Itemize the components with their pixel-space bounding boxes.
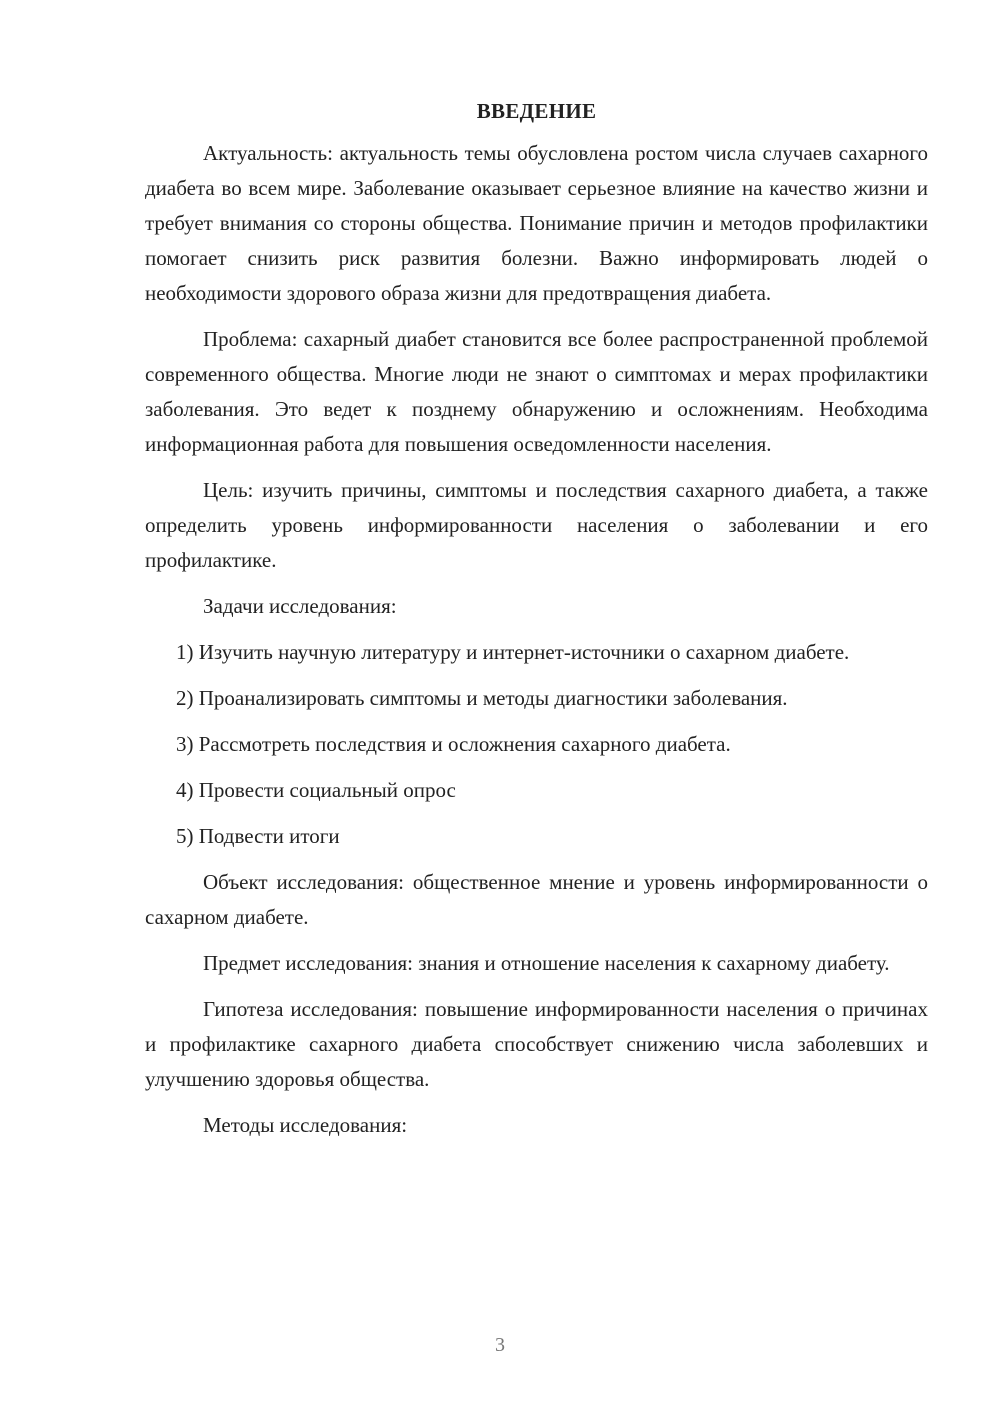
task-item-2: 2) Проанализировать симптомы и методы диагностики заболевания.	[176, 686, 788, 710]
subject-paragraph: Предмет исследования: знания и отношение населения к сахарному диабету.	[203, 951, 890, 975]
task-item-1: 1) Изучить научную литературу и интернет-источники о сахарном диабете.	[176, 640, 850, 664]
methods-heading: Методы исследования:	[203, 1113, 408, 1137]
problem-paragraph: Проблема: сахарный диабет становится все более распространенной проблемой современного общества. Многие люди не знают о симптомах и мерах профилактики заболевания. Это ведет к позднему обнаружению и осложнениям. Необходима информационная работа для повышения осведомленности населения.	[145, 327, 928, 456]
document-page	[145, 94, 928, 1154]
object-paragraph: Объект исследования: общественное мнение и уровень информированности о сахарном диабете.	[145, 870, 928, 929]
hypothesis-paragraph: Гипотеза исследования: повышение информированности населения о причинах и профилактике сахарного диабета способствует снижению числа заболевших и улучшению здоровья общества.	[145, 997, 928, 1091]
task-item-4: 4) Провести социальный опрос	[176, 778, 456, 802]
relevance-paragraph: Актуальность: актуальность темы обусловлена ростом числа случаев сахарного диабета во всем мире. Заболевание оказывает серьезное влияние на качество жизни и требует внимания со стороны общества. Понимание причин и методов профилактики помогает снизить риск развития болезни. Важно информировать людей о необходимости здорового образа жизни для предотвращения диабета.	[145, 141, 928, 305]
goal-paragraph: Цель: изучить причины, симптомы и последствия сахарного диабета, а также определить уровень информированности населения о заболевании и его профилактике.	[145, 478, 928, 572]
tasks-heading: Задачи исследования:	[203, 594, 397, 618]
task-item-5: 5) Подвести итоги	[176, 824, 340, 848]
page-number: 3	[495, 1334, 505, 1356]
task-item-3: 3) Рассмотреть последствия и осложнения сахарного диабета.	[176, 732, 731, 756]
document-title: ВВЕДЕНИЕ	[476, 99, 597, 123]
